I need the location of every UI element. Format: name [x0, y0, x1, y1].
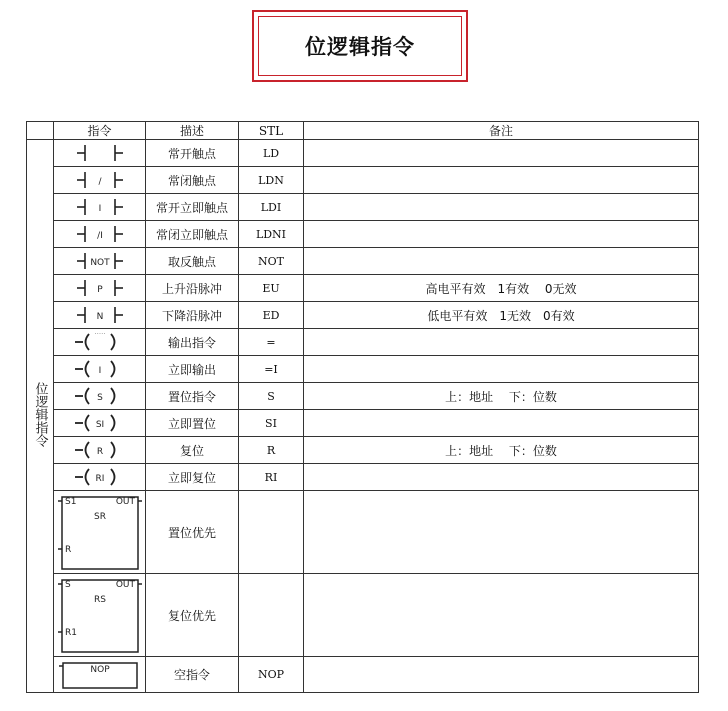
description-cell: 立即输出	[146, 356, 239, 383]
title-frame	[258, 16, 462, 76]
block-name: RS	[93, 595, 106, 605]
stl-cell: SI	[239, 410, 304, 437]
block-name: NOP	[89, 664, 110, 675]
contact-ni-symbol	[54, 221, 146, 248]
note-cell	[304, 574, 699, 657]
coil-r-symbol	[54, 437, 146, 464]
symbol-text: I	[98, 366, 101, 376]
table-row	[27, 221, 699, 248]
stl-cell: R	[239, 437, 304, 464]
note-cell	[304, 356, 699, 383]
description-cell: 常开立即触点	[146, 194, 239, 221]
note-cell	[304, 221, 699, 248]
stl-cell: S	[239, 383, 304, 410]
category-label: 位逻辑指令	[32, 382, 48, 447]
nop-box-symbol	[54, 657, 146, 693]
description-cell: 置位指令	[146, 383, 239, 410]
stl-cell: ED	[239, 302, 304, 329]
description-cell: 常闭触点	[146, 167, 239, 194]
table-row	[27, 275, 699, 302]
symbol-text: /	[97, 177, 102, 187]
table-row	[27, 437, 699, 464]
note-cell	[304, 194, 699, 221]
coil-ri-symbol	[54, 464, 146, 491]
coil-si-symbol	[54, 410, 146, 437]
header-notes: 备注	[304, 122, 699, 140]
note-cell	[304, 410, 699, 437]
symbol-text: SI	[95, 420, 104, 430]
category-header	[27, 122, 54, 140]
contact-p-symbol	[54, 275, 146, 302]
coil-i-symbol	[54, 356, 146, 383]
description-cell: 空指令	[146, 657, 239, 693]
instruction-table	[26, 121, 699, 693]
contact-i-symbol	[54, 194, 146, 221]
description-cell: 常开触点	[146, 140, 239, 167]
stl-cell	[239, 491, 304, 574]
title-box	[252, 10, 468, 82]
symbol-text: RI	[95, 474, 104, 484]
stl-cell: =	[239, 329, 304, 356]
header-instruction: 指令	[54, 122, 146, 140]
sr-box-symbol	[54, 491, 146, 574]
header-stl: STL	[239, 122, 304, 140]
description-cell: 输出指令	[146, 329, 239, 356]
table-row	[27, 167, 699, 194]
symbol-text: P	[96, 285, 103, 295]
table-row	[27, 574, 699, 657]
block-input-top: S1	[64, 497, 76, 507]
table-row	[27, 491, 699, 574]
svg-text:·····: ·····	[93, 332, 106, 338]
coil-symbol	[54, 329, 146, 356]
stl-cell: NOP	[239, 657, 304, 693]
note-cell	[304, 464, 699, 491]
table-row	[27, 657, 699, 693]
note-cell: 上：地址 下：位数	[304, 437, 699, 464]
block-output: OUT	[115, 580, 135, 590]
block-input-bottom: R	[64, 545, 71, 555]
note-cell	[304, 140, 699, 167]
block-output: OUT	[115, 497, 135, 507]
table-row	[27, 383, 699, 410]
stl-cell: RI	[239, 464, 304, 491]
coil-s-symbol	[54, 383, 146, 410]
stl-cell: LDN	[239, 167, 304, 194]
note-cell: 低电平有效 1无效 0有效	[304, 302, 699, 329]
description-cell: 立即置位	[146, 410, 239, 437]
symbol-text: R	[96, 447, 103, 457]
contact-n-symbol	[54, 302, 146, 329]
rs-box-symbol	[54, 574, 146, 657]
table-row	[27, 329, 699, 356]
symbol-text: N	[96, 312, 103, 322]
description-cell: 置位优先	[146, 491, 239, 574]
symbol-text: S	[96, 393, 103, 403]
stl-cell: =I	[239, 356, 304, 383]
table-row	[27, 302, 699, 329]
description-cell: 上升沿脉冲	[146, 275, 239, 302]
stl-cell: LDI	[239, 194, 304, 221]
note-cell: 高电平有效 1有效 0无效	[304, 275, 699, 302]
stl-cell: EU	[239, 275, 304, 302]
block-name: SR	[93, 512, 106, 522]
table-row	[27, 410, 699, 437]
table-row	[27, 194, 699, 221]
header-row	[27, 122, 699, 140]
stl-cell	[239, 574, 304, 657]
contact-nc-symbol	[54, 167, 146, 194]
note-cell	[304, 329, 699, 356]
symbol-text: /I	[96, 231, 103, 241]
table-row	[27, 140, 699, 167]
description-cell: 复位	[146, 437, 239, 464]
note-cell	[304, 491, 699, 574]
header-description: 描述	[146, 122, 239, 140]
stl-cell: LDNI	[239, 221, 304, 248]
description-cell: 常闭立即触点	[146, 221, 239, 248]
page-title: 位逻辑指令	[305, 35, 415, 59]
table-row	[27, 356, 699, 383]
description-cell: 下降沿脉冲	[146, 302, 239, 329]
table-row	[27, 464, 699, 491]
block-input-top: S	[64, 580, 71, 590]
note-cell	[304, 248, 699, 275]
block-input-bottom: R1	[64, 628, 77, 638]
note-cell	[304, 167, 699, 194]
symbol-text: I	[98, 204, 101, 214]
stl-cell: NOT	[239, 248, 304, 275]
description-cell: 取反触点	[146, 248, 239, 275]
symbol-text: NOT	[89, 258, 110, 268]
contact-no-symbol	[54, 140, 146, 167]
category-cell	[27, 140, 54, 693]
table-row	[27, 248, 699, 275]
note-cell	[304, 657, 699, 693]
stl-cell: LD	[239, 140, 304, 167]
description-cell: 立即复位	[146, 464, 239, 491]
contact-not-symbol	[54, 248, 146, 275]
note-cell: 上：地址 下：位数	[304, 383, 699, 410]
description-cell: 复位优先	[146, 574, 239, 657]
